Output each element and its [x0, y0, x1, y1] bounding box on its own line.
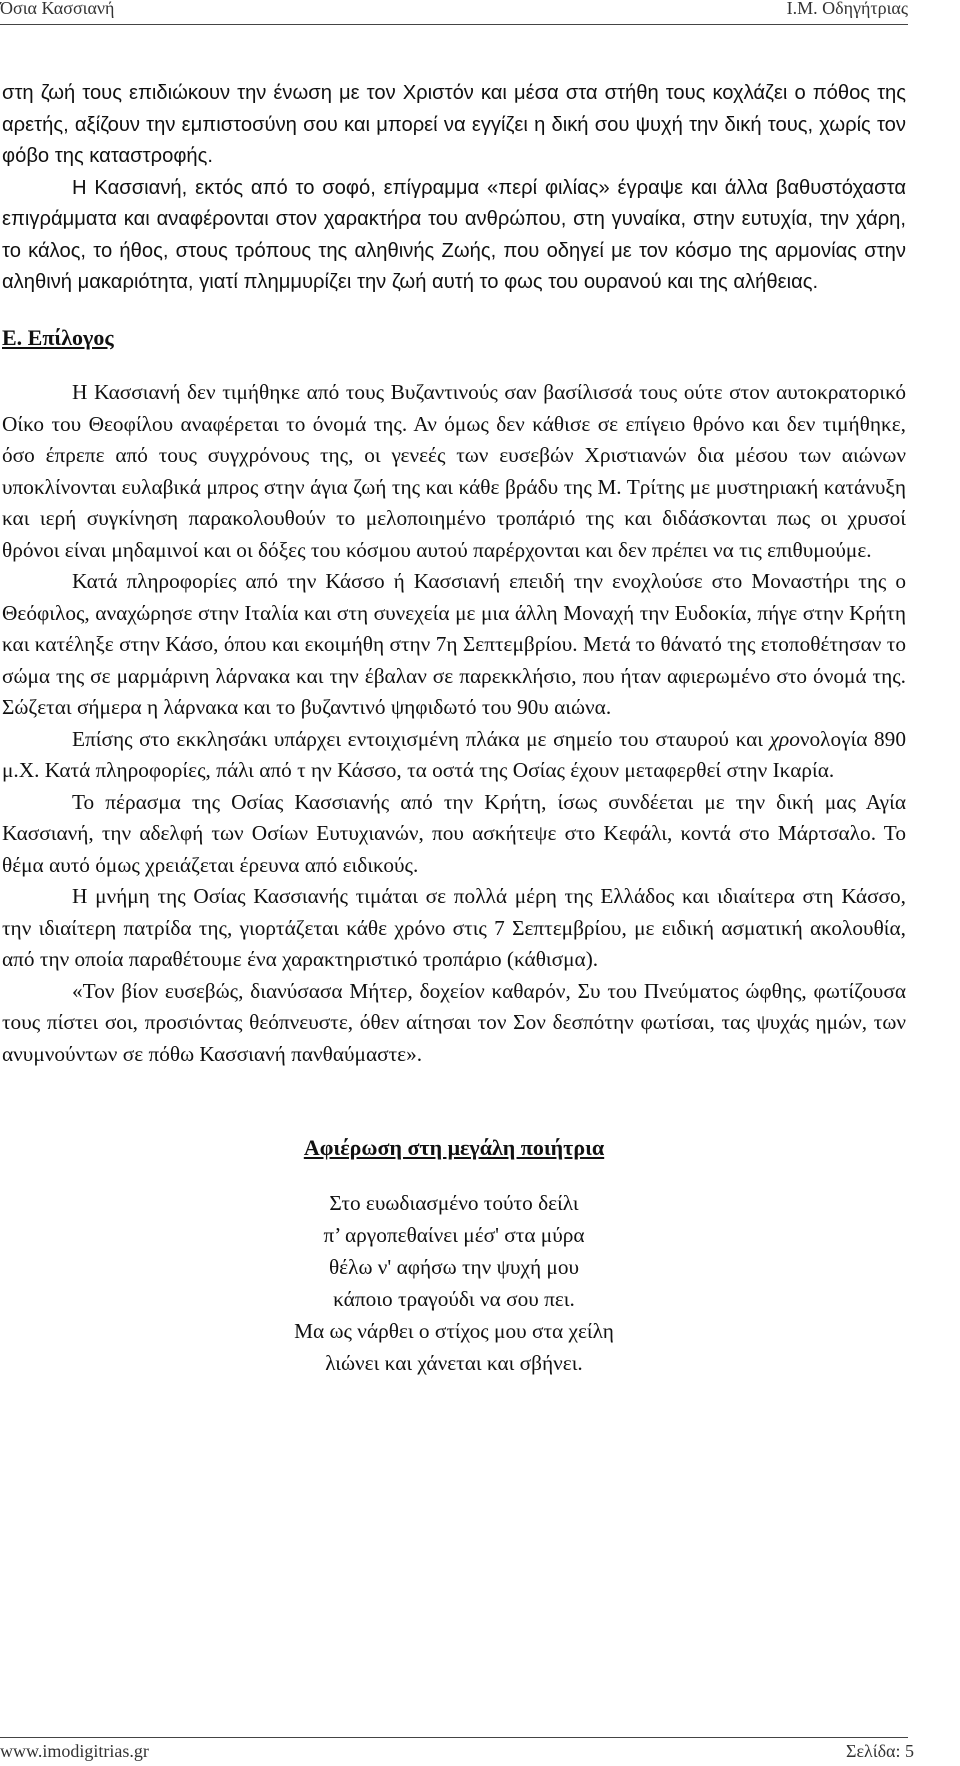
dedication-poem [2, 1188, 906, 1380]
paragraph-chapel-italic: χρο [769, 726, 800, 751]
page-footer [0, 1741, 960, 1765]
poem-line: θέλω ν' αφήσω την ψυχή μου [328, 1254, 580, 1279]
header-left-text: Όσια Κασσιανή [0, 0, 115, 18]
dedication-title: Αφιέρωση στη μεγάλη ποιήτρια [303, 1135, 605, 1160]
paragraph-chapel-part-a: Επίσης στο εκκλησάκι υπάρχει εντοιχισμένη πλάκα με σημείο του σταυρού και [72, 726, 770, 751]
footer-page-number: Σελίδα: 5 [845, 1741, 914, 1761]
poem-line: Στο ευωδιασμένο τούτο δείλι [329, 1190, 579, 1215]
paragraph-epilogue-1: Η Κασσιανή δεν τιμήθηκε από τους Βυζαντινούς σαν βασίλισσά τους ούτε στον αυτοκρατορικό Οίκο του Θεοφίλου αναφέρεται το όνομά της. Αν όμως δεν κάθισε σε επίγειο θρόνο και δεν τιμήθηκε, όσο έπρεπε από τους συγχρόνους της, οι γενεές των ευσεβών Χριστιανών δια μέσου των αιώνων υποκλίνονται ευλαβικά μπρος στην άγια ζωή της και κάθε βράδυ της Μ. Τρίτης με μυστηριακή κατάνυξη και ιερή συγκίνηση παρακολουθούν το μελοποιημένο τροπάριό της και διδάσκονται πως οι χρυσοί θρόνοι είναι μηδαμινοί και οι δόξες του κόσμου αυτού παρέρχονται και δεν πρέπει να τις επιθυμούμε. [2, 380, 906, 562]
header-rule [0, 24, 908, 25]
paragraph-kasos: Κατά πληροφορίες από την Κάσσο ή Κασσιανή επειδή την ενοχλούσε στο Μοναστήρι της ο Θεόφιλος, αναχώρησε στην Ιταλία και στη συνεχεία με μια άλλη Μοναχή την Ευδοκία, πήγε στην Κρήτη και κατέληξε στην Κάσο, όπου και εκοιμήθη στην 7η Σεπτεμβρίου. Μετά το θάνατό της ετοποθέτησαν το σώμα της σε μαρμάρινη λάρνακα και την έβαλαν σε παρεκκλήσιο, που ήταν αφιερωμένο στο όνομά της. Σώζεται σήμερα η λάρνακα και το βυζαντινό ψηφιδωτό του 90υ αιώνα. [2, 569, 906, 719]
poem-line: π’ αργοπεθαίνει μέσ' στα μύρα [323, 1222, 585, 1247]
poem-line: Μα ως νάρθει ο στίχος μου στα χείλη [294, 1318, 614, 1343]
paragraph-epigrams: Η Κασσιανή, εκτός από το σοφό, επίγραμμα «περί φιλίας» έγραψε και άλλα βαθυστόχαστα επιγράμματα και αναφέρονται στον χαρακτήρα του ανθρώπου, στη γυναίκα, στην ευτυχία, την χάρη, το κάλος, το ήθος, στους τρόπους της αληθινής Ζωής, που οδηγεί με τον κόσμο της αρμονίας στην αληθινή μακαριότητα, γιατί πλημμυρίζει την ζωή αυτή το φως του ουρανού και της αλήθειας. [2, 176, 906, 293]
section-title-epilogue: Ε. Επίλογος [2, 324, 114, 350]
paragraph-chapel-part-b: νολογία 890 μ.Χ. Κατά πληροφορίες, πάλι από τ ην Κάσσο, τα οστά της Οσίας έχουν μεταφερθεί στην Ικαρία. [2, 726, 906, 782]
paragraph-continuation: στη ζωή τους επιδιώκουν την ένωση με τον Χριστόν και μέσα στα στήθη τους κοχλάζει ο πόθος της αρετής, αξίζουν την εμπιστοσύνη σου και μπορεί να εγγίζει η δική σου ψυχή την δική τους, χωρίς τον φόβο της καταστροφής. [2, 82, 906, 167]
poem-line: κάποιο τραγούδι να σου πει. [333, 1286, 575, 1311]
paragraph-chapel [2, 724, 906, 787]
poem-line: λιώνει και χάνεται και σβήνει. [325, 1350, 583, 1375]
paragraph-memory: Η μνήμη της Οσίας Κασσιανής τιμάται σε πολλά μέρη της Ελλάδος και ιδιαίτερα στη Κάσσο, την ιδιαίτερη πατρίδα της, γιορτάζεται κάθε χρόνο στις 7 Σεπτεμβρίου, με ειδική ασματική ακολουθία, από την οποία παραθέτουμε ένα χαρακτηριστικό τροπάριο (κάθισμα). [2, 884, 906, 971]
page-header [0, 0, 960, 22]
header-right-text: Ι.Μ. Οδηγήτριας [786, 0, 908, 18]
paragraph-crete: Το πέρασμα της Οσίας Κασσιανής από την Κρήτη, ίσως συνδέεται με την δική μας Αγία Κασσιανή, την αδελφή των Οσίων Ευτυχιανών, που ασκήτεψε στο Κεφάλι, κοντά στο Μάρτσαλο. Το θέμα αυτό όμως χρειάζεται έρευνα από ειδικούς. [2, 789, 906, 877]
footer-website: www.imodigitrias.gr [0, 1741, 149, 1761]
paragraph-troparion: «Τον βίον ευσεβώς, διανύσασα Μήτερ, δοχείον καθαρόν, Συ του Πνεύματος ώφθης, φωτίζουσα τους πίστει σοι, προσιόντας θεόπνευστε, όθεν αίτησαι τον Σον δεσπότην φωτίσαι, τας ψυχάς ημών, των ανυμνούντων σε πόθω Κασσιανή πανθαύμαστε». [2, 978, 906, 1066]
footer-rule [0, 1737, 908, 1738]
page-body [2, 78, 906, 1380]
